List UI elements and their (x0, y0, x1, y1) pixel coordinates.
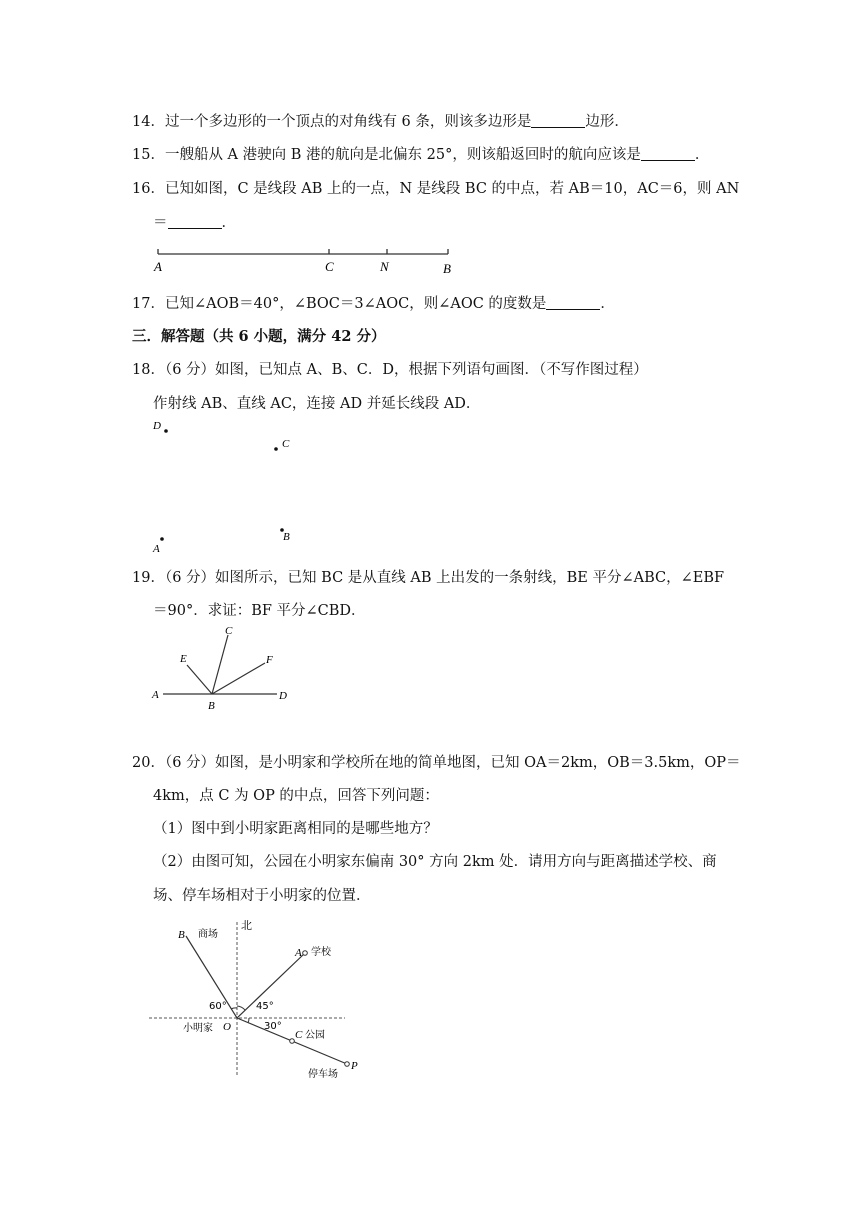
q15-text-end: ． (694, 147, 710, 163)
q15-text: 15．一艘船从 A 港驶向 B 港的航向是北偏东 25°，则该船返回时的航向应该是 (132, 147, 641, 163)
section-3-title: 三．解答题（共 6 小题，满分 42 分） (132, 328, 386, 345)
question-14 (132, 112, 629, 132)
fig20-label-a: A (295, 947, 302, 959)
fig20-angle-30: 30° (264, 1021, 282, 1032)
q14-answer-blank[interactable] (531, 113, 585, 128)
fig20-label-c: C (295, 1029, 303, 1041)
q17-text: 17．已知∠AOB＝40°，∠BOC＝3∠AOC，则∠AOC 的度数是 (132, 296, 547, 312)
fig16-label-a: A (154, 259, 162, 274)
figure-19-rays (145, 622, 305, 714)
fig19-label-c: C (225, 625, 233, 637)
fig20-school-label: 学校 (311, 947, 331, 958)
fig20-label-p: P (351, 1060, 358, 1072)
fig19-label-f: F (266, 654, 273, 666)
q16-text-end: ． (221, 215, 236, 231)
fig20-parking-label: 停车场 (308, 1069, 338, 1080)
fig19-label-b: B (208, 700, 215, 712)
fig18-label-b: B (283, 531, 290, 543)
fig20-north-label: 北 (241, 919, 252, 932)
question-15 (132, 145, 709, 165)
question-20-line-2: 4km，点 C 为 OP 的中点，回答下列问题： (153, 788, 439, 804)
fig19-label-d: D (279, 690, 287, 702)
fig18-label-a: A (153, 543, 160, 555)
fig20-home-label: 小明家 (183, 1023, 213, 1034)
fig20-label-o: O (223, 1021, 231, 1033)
question-19-line-1: 19．（6 分）如图所示，已知 BC 是从直线 AB 上出发的一条射线，BE 平分∠ABC，∠EBF (132, 570, 725, 586)
question-20-sub-2-line-1: （2）由图可知，公园在小明家东偏南 30° 方向 2km 处．请用方向与距离描述学校、商 (153, 854, 717, 870)
question-18-line-2: 作射线 AB、直线 AC，连接 AD 并延长线段 AD． (153, 396, 481, 412)
fig18-label-c: C (282, 438, 290, 450)
fig20-park-label: 公园 (305, 1030, 325, 1041)
figure-18-points (145, 416, 305, 556)
question-20-sub-1: （1）图中到小明家距离相同的是哪些地方？ (153, 821, 438, 837)
q15-answer-blank[interactable] (641, 146, 695, 161)
fig19-label-e: E (180, 653, 187, 665)
q16-answer-blank[interactable] (168, 214, 222, 229)
q14-text: 14．过一个多边形的一个顶点的对角线有 6 条，则该多边形是 (132, 114, 532, 130)
fig20-angle-45: 45° (256, 1001, 274, 1012)
fig18-label-d: D (153, 420, 161, 432)
fig20-angle-60: 60° (209, 1001, 227, 1012)
fig16-label-c: C (325, 259, 334, 274)
question-17 (132, 294, 615, 314)
question-18-line-1: 18．（6 分）如图，已知点 A、B、C．D，根据下列语句画图．（不写作图过程） (132, 362, 648, 378)
question-20-sub-2-line-2: 场、停车场相对于小明家的位置． (153, 888, 371, 904)
question-19-line-2: ＝90°．求证：BF 平分∠CBD． (153, 603, 366, 619)
fig16-label-n: N (380, 259, 389, 274)
q17-text-end: ． (600, 296, 615, 312)
fig20-label-b: B (178, 929, 185, 941)
fig20-mall-label: 商场 (198, 929, 218, 940)
question-16-line-2 (153, 213, 236, 233)
question-16-line-1: 16．已知如图，C 是线段 AB 上的一点，N 是线段 BC 的中点，若 AB＝10，AC＝6，则 AN (132, 181, 740, 197)
figure-20-map (145, 912, 375, 1082)
q14-text-end: 边形． (585, 114, 629, 130)
fig16-label-b: B (443, 261, 451, 276)
q16-equals: ＝ (153, 215, 168, 231)
q17-answer-blank[interactable] (546, 295, 600, 310)
figure-16-segment (148, 244, 468, 278)
fig19-label-a: A (152, 689, 159, 701)
question-20-line-1: 20．（6 分）如图，是小明家和学校所在地的简单地图，已知 OA＝2km，OB＝3.5km，OP＝ (132, 755, 741, 771)
